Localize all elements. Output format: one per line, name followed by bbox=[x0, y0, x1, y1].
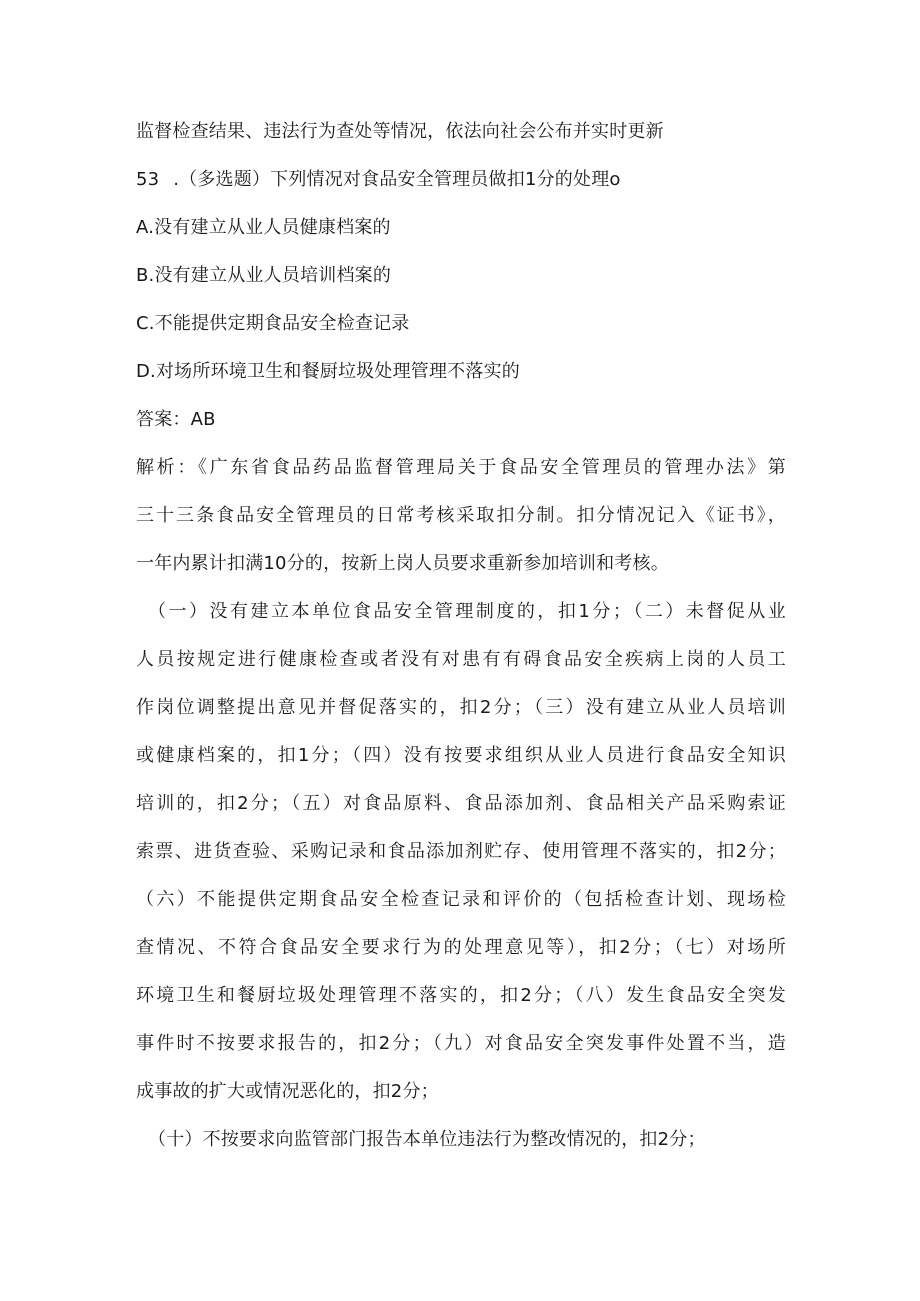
paragraph-line: 培训的，扣2分；（五）对食品原料、食品添加剂、食品相关产品采购索证 bbox=[136, 793, 786, 814]
paragraph-line: 事件时不按要求报告的，扣2分；（九）对食品安全突发事件处置不当，造 bbox=[136, 1033, 786, 1054]
intro-line: 监督检查结果、违法行为查处等情况，依法向社会公布并实时更新 bbox=[136, 121, 664, 142]
paragraph-line: 成事故的扩大或情况恶化的，扣2分； bbox=[136, 1081, 439, 1102]
paragraph-line: 人员按规定进行健康检查或者没有对患有有碍食品安全疾病上岗的人员工 bbox=[136, 649, 786, 670]
paragraph-line: （一）没有建立本单位食品安全管理制度的，扣1分；（二）未督促从业 bbox=[148, 601, 786, 622]
answer-line: 答案：AB bbox=[136, 409, 216, 430]
paragraph-line: 或健康档案的，扣1分；（四）没有按要求组织从业人员进行食品安全知识 bbox=[136, 745, 786, 766]
paragraph-line: （六）不能提供定期食品安全检查记录和评价的（包括检查计划、现场检 bbox=[136, 889, 786, 910]
analysis-line: 解析：《广东省食品药品监督管理局关于食品安全管理员的管理办法》第 bbox=[136, 457, 786, 478]
option-b: B.没有建立从业人员培训档案的 bbox=[136, 265, 392, 286]
option-a: A.没有建立从业人员健康档案的 bbox=[136, 217, 391, 238]
analysis-line: 三十三条食品安全管理员的日常考核采取扣分制。扣分情况记入《证书》， bbox=[136, 505, 786, 526]
paragraph-line: 索票、进货查验、采购记录和食品添加剂贮存、使用管理不落实的，扣2分； bbox=[136, 841, 786, 862]
analysis-line: 一年内累计扣满10分的，按新上岗人员要求重新参加培训和考核。 bbox=[136, 553, 669, 574]
last-line: （十）不按要求向监管部门报告本单位违法行为整改情况的，扣2分； bbox=[148, 1129, 706, 1150]
paragraph-line: 查情况、不符合食品安全要求行为的处理意见等），扣2分；（七）对场所 bbox=[136, 937, 786, 958]
question-text: .（多选题）下列情况对食品安全管理员做扣1分的处理o bbox=[173, 169, 621, 190]
question-number: 53 bbox=[136, 169, 160, 190]
paragraph-line: 作岗位调整提出意见并督促落实的，扣2分；（三）没有建立从业人员培训 bbox=[136, 697, 786, 718]
question-line bbox=[136, 168, 786, 192]
paragraph-line: 环境卫生和餐厨垃圾处理管理不落实的，扣2分；（八）发生食品安全突发 bbox=[136, 985, 786, 1006]
option-c: C.不能提供定期食品安全检查记录 bbox=[136, 313, 410, 334]
option-d: D.对场所环境卫生和餐厨垃圾处理管理不落实的 bbox=[136, 361, 520, 382]
